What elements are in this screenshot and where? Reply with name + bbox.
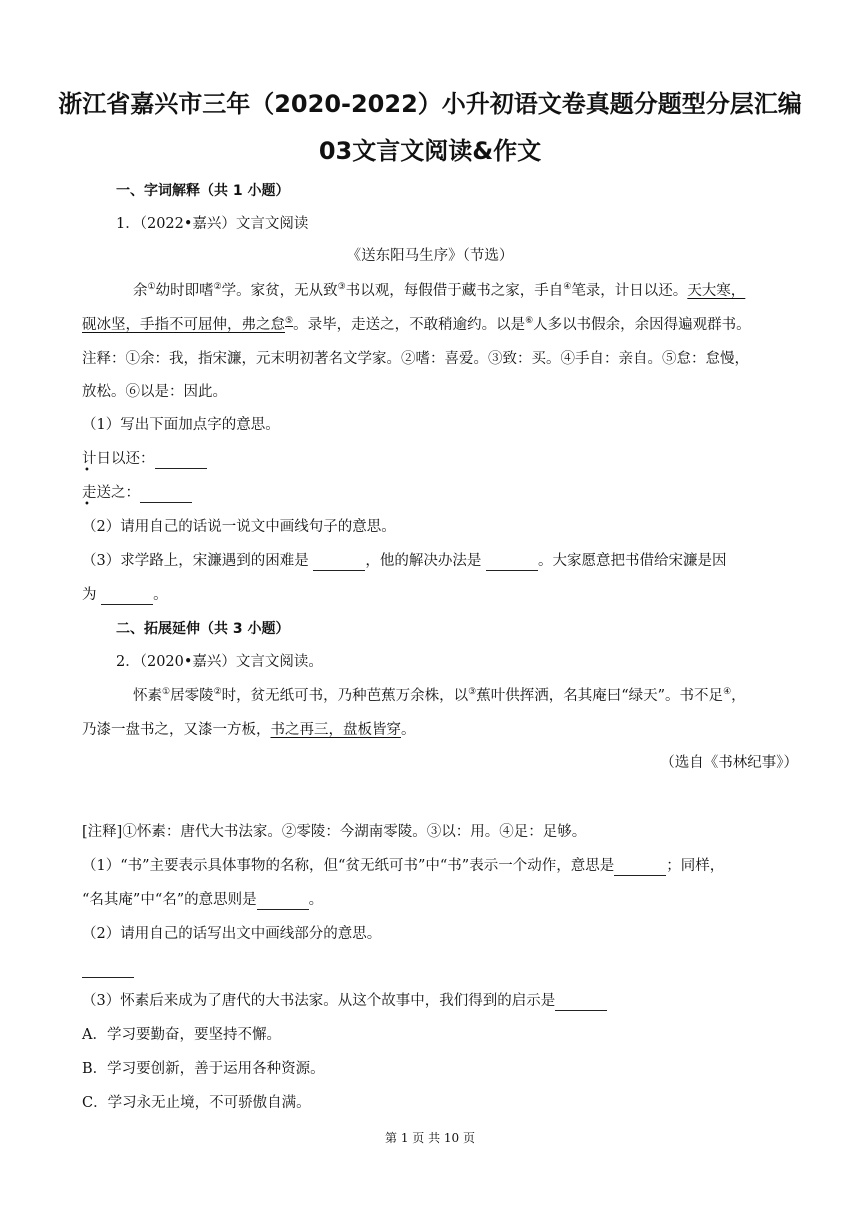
passage-1-title: 《送东阳马生序》（节选） — [346, 248, 514, 264]
option-b[interactable]: B．学习要创新，善于运用各种资源。 — [82, 1061, 325, 1077]
question-1-item-2: 走送之： — [82, 483, 192, 503]
passage-1-line-2: 砚冰坚，手指不可屈伸，弗之怠⑤。录毕，走送之，不敢稍逾约。以是⑥人多以书假余，余因得遍观群书。 — [82, 316, 751, 333]
passage-2-line-1: 怀素①居零陵②时，贫无纸可书，乃种芭蕉万余株，以③蕉叶供挥洒，名其庵曰“绿天”。书不足④， — [133, 687, 746, 704]
dotted-character: 计 — [82, 451, 97, 467]
question-1-sub-2: （2）请用自己的话说一说文中画线句子的意思。 — [82, 519, 396, 535]
passage-1-note-line-1: 注释：①余：我，指宋濂，元末明初著名文学家。②嗜：喜爱。③致：买。④手自：亲自。⑤怠：怠慢， — [82, 351, 749, 367]
question-2-sub-2-answer — [82, 958, 134, 978]
document-title-line2: 03文言文阅读&作文 — [318, 137, 542, 165]
question-1-sub-1: （1）写出下面加点字的意思。 — [82, 417, 280, 433]
question-1-sub-3-line-2: 为 。 — [82, 587, 168, 603]
question-2-sub-2: （2）请用自己的话写出文中画线部分的意思。 — [82, 926, 382, 942]
question-2-sub-3: （3）怀素后来成为了唐代的大书法家。从这个故事中，我们得到的启示是 — [82, 991, 607, 1011]
answer-blank[interactable] — [486, 555, 538, 571]
answer-blank[interactable] — [140, 487, 192, 503]
passage-2-line-2: 乃漆一盘书之，又漆一方板，书之再三，盘板皆穿。 — [82, 722, 416, 738]
underlined-sentence: 砚冰坚，手指不可屈伸，弗之怠 — [82, 317, 285, 333]
option-a[interactable]: A．学习要勤奋，要坚持不懈。 — [82, 1027, 281, 1043]
answer-blank[interactable] — [101, 589, 153, 605]
question-1-item-1: 计日以还： — [82, 449, 207, 469]
passage-2-source: （选自《书林纪事》） — [660, 755, 798, 771]
page-number: 第 1 页 共 10 页 — [385, 1131, 475, 1145]
question-2-head: 2．（2020•嘉兴）文言文阅读。 — [116, 654, 323, 670]
dotted-character: 走 — [82, 485, 97, 501]
answer-blank[interactable] — [82, 962, 134, 978]
passage-2-note: [注释]①怀素：唐代大书法家。②零陵：今湖南零陵。③以：用。④足：足够。 — [82, 824, 587, 840]
question-2-sub-1-line-1: （1）“书”主要表示具体事物的名称，但“贫无纸可书”中“书”表示一个动作，意思是 ；同样， — [82, 858, 725, 874]
section-2-title: 二、拓展延伸（共 3 小题） — [116, 621, 290, 637]
section-1-title: 一、字词解释（共 1 小题） — [116, 183, 290, 199]
passage-1-line-1: 余①幼时即嗜②学。家贫，无从致③书以观，每假借于藏书之家，手自④笔录，计日以还。天大寒， — [133, 282, 746, 299]
answer-blank[interactable] — [614, 860, 666, 876]
underlined-sentence: 书之再三，盘板皆穿 — [270, 722, 401, 738]
answer-blank[interactable] — [555, 995, 607, 1011]
answer-blank[interactable] — [155, 453, 207, 469]
question-2-sub-1-line-2: “名其庵”中“名”的意思则是 。 — [82, 892, 324, 908]
option-c[interactable]: C．学习永无止境，不可骄傲自满。 — [82, 1095, 311, 1111]
question-1-head: 1．（2022•嘉兴）文言文阅读 — [116, 216, 309, 232]
underlined-sentence: 天大寒， — [687, 283, 746, 299]
document-title-line1: 浙江省嘉兴市三年（2020-2022）小升初语文卷真题分题型分层汇编 — [58, 90, 802, 118]
answer-blank[interactable] — [257, 894, 309, 910]
answer-blank[interactable] — [313, 555, 365, 571]
passage-1-note-line-2: 放松。⑥以是：因此。 — [82, 384, 227, 400]
question-1-sub-3-line-1: （3）求学路上，宋濂遇到的困难是 ，他的解决办法是 。大家愿意把书借给宋濂是因 — [82, 553, 727, 569]
